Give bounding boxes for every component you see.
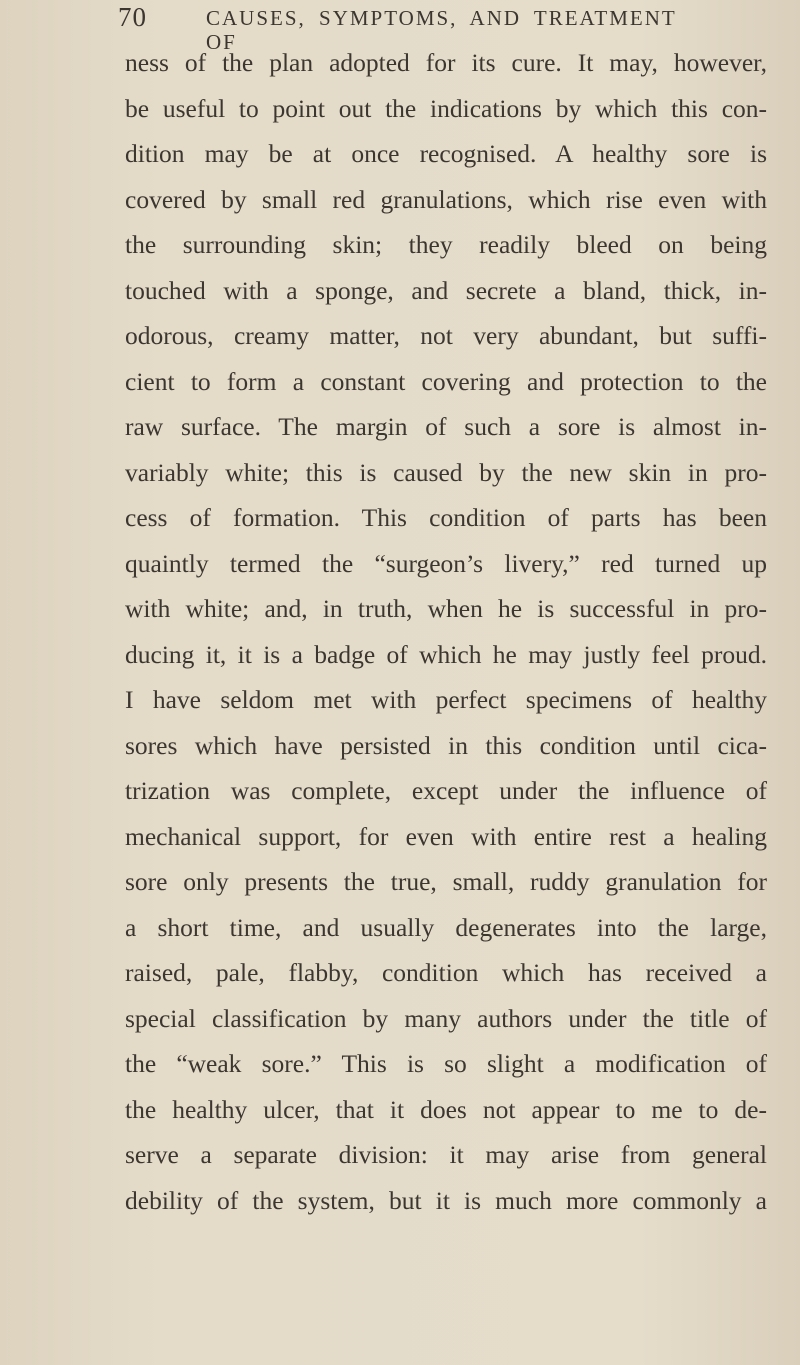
text-line: with white; and, in truth, when he is successful in pro-	[125, 594, 767, 623]
text-line: trization was complete, except under the influence of	[125, 776, 767, 805]
text-line: be useful to point out the indications by which this con-	[125, 93, 767, 123]
text-line: quaintly termed the “surgeon’s livery,” red turned up	[125, 548, 767, 578]
text-line: variably white; this is caused by the new skin in pro-	[125, 457, 767, 487]
text-line: the “weak sore.” This is so slight a modification of	[125, 1049, 767, 1078]
text-line: the surrounding skin; they readily bleed on being	[125, 230, 767, 259]
page-header	[118, 2, 678, 54]
text-line: odorous, creamy matter, not very abundant, but suffi-	[125, 321, 767, 350]
text-line: I have seldom met with perfect specimens of healthy	[125, 685, 767, 714]
text-line: cess of formation. This condition of parts has been	[125, 503, 767, 532]
text-line: the healthy ulcer, that it does not appear to me to de-	[125, 1094, 767, 1124]
text-line: covered by small red granulations, which rise even with	[125, 184, 767, 214]
body-text	[125, 40, 767, 1223]
text-line: mechanical support, for even with entire rest a healing	[125, 821, 767, 851]
text-line: special classification by many authors under the title of	[125, 1003, 767, 1033]
text-line: raised, pale, flabby, condition which has received a	[125, 958, 767, 987]
text-line: sores which have persisted in this condition until cica-	[125, 730, 767, 760]
text-line: cient to form a constant covering and protection to the	[125, 366, 767, 396]
text-line: ness of the plan adopted for its cure. It may, however,	[125, 48, 767, 77]
page-number: 70	[118, 2, 147, 32]
text-line: dition may be at once recognised. A healthy sore is	[125, 139, 767, 168]
text-line: ducing it, it is a badge of which he may justly feel proud.	[125, 639, 767, 669]
text-line: a short time, and usually degenerates into the large,	[125, 912, 767, 942]
text-line: serve a separate division: it may arise from general	[125, 1140, 767, 1169]
running-title: CAUSES, SYMPTOMS, AND TREATMENT OF	[206, 6, 677, 54]
text-line: sore only presents the true, small, ruddy granulation for	[125, 867, 767, 896]
text-line: touched with a sponge, and secrete a bland, thick, in-	[125, 275, 767, 305]
text-line: raw surface. The margin of such a sore is almost in-	[125, 412, 767, 441]
text-line: debility of the system, but it is much more commonly a	[125, 1185, 767, 1215]
